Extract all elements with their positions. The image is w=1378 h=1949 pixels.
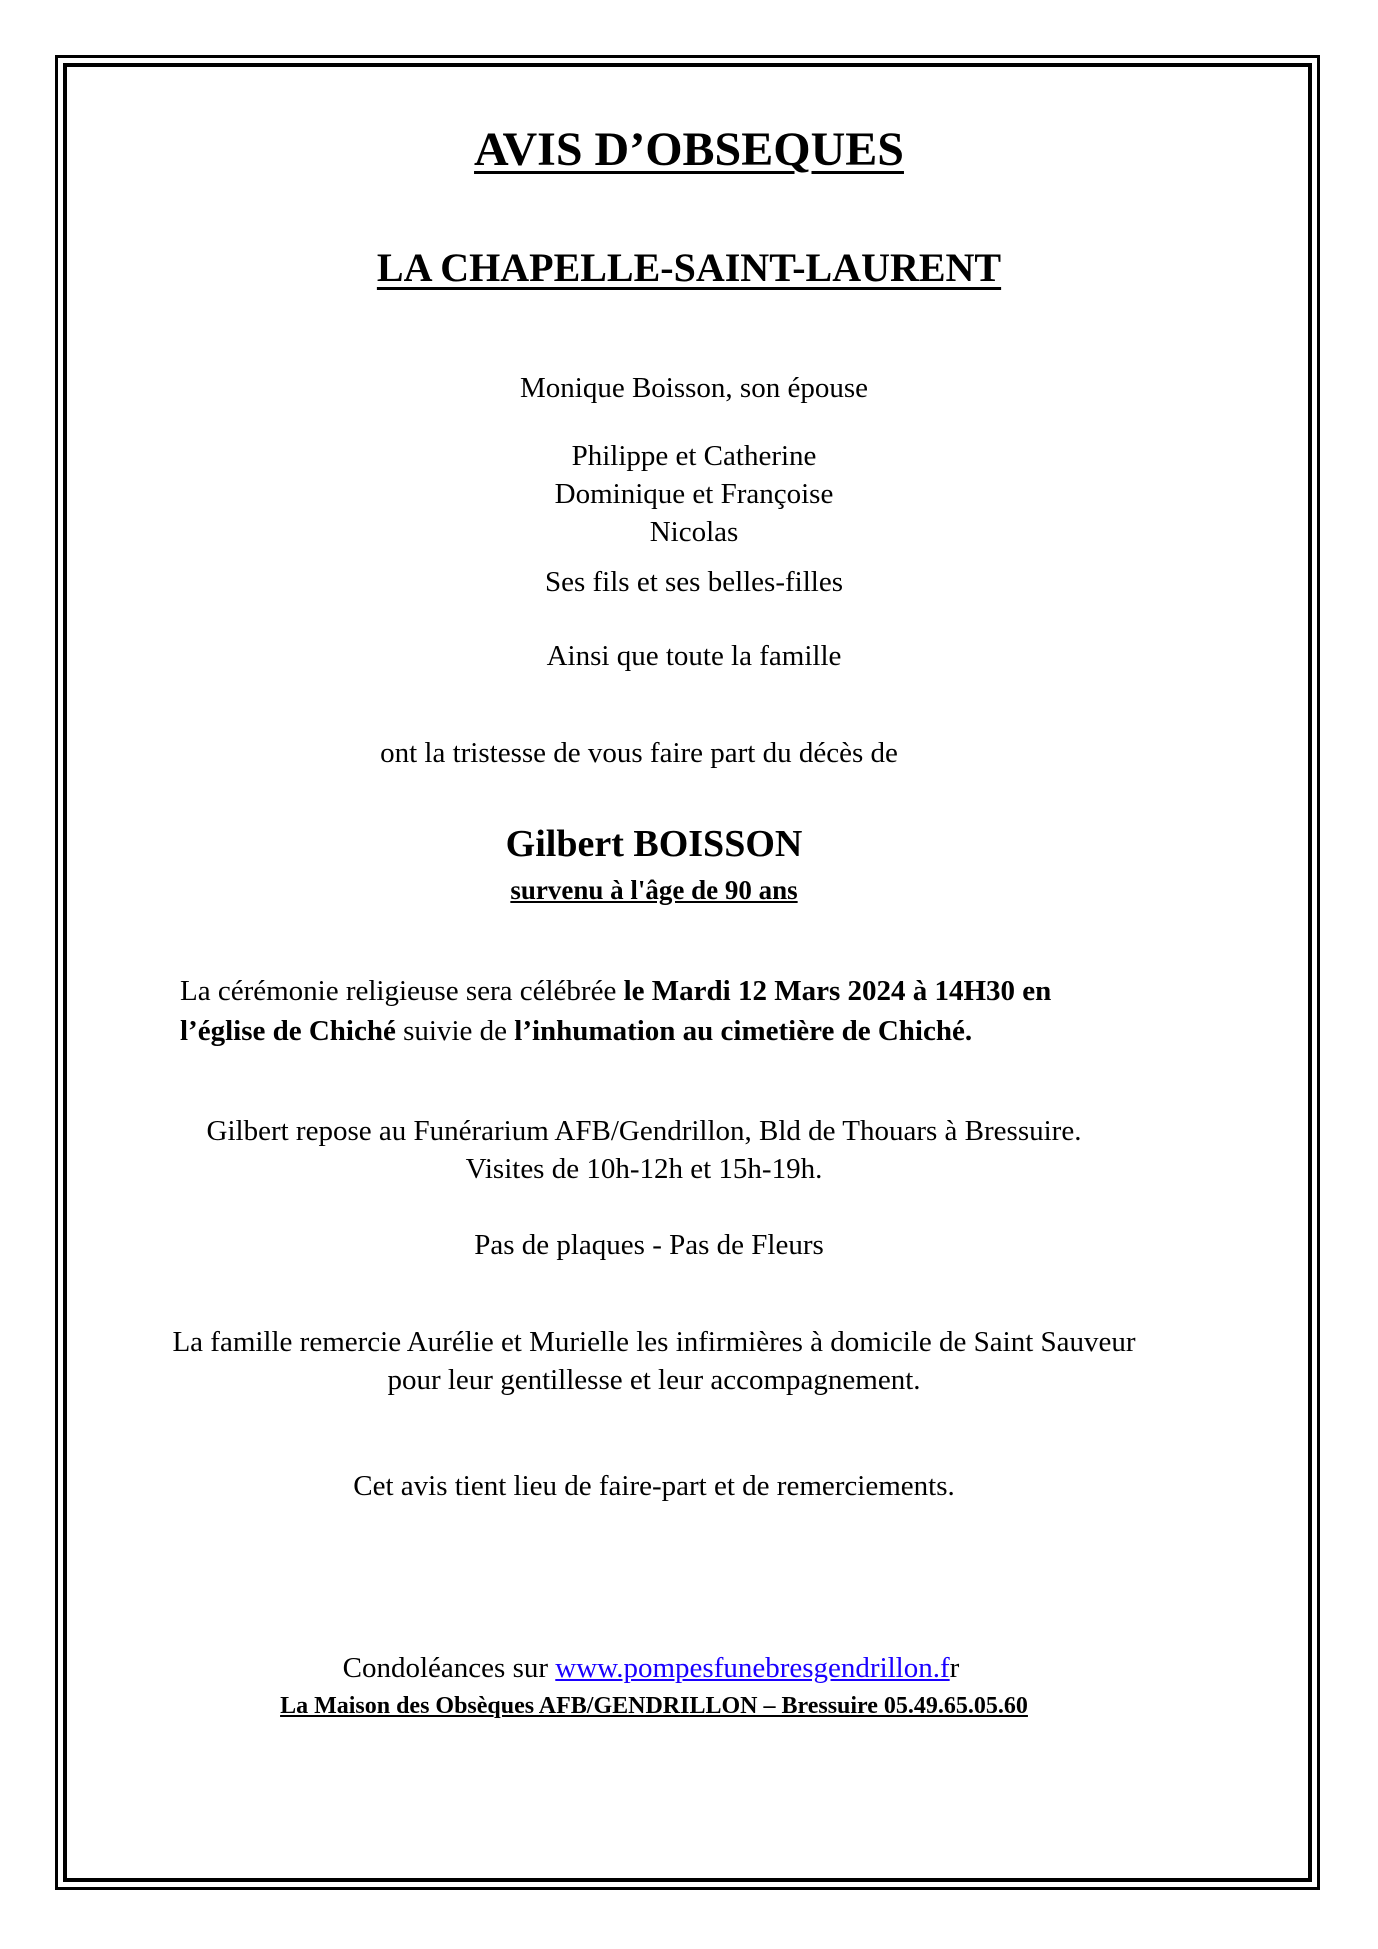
thanks-line-2: pour leur gentillesse et leur accompagnement.	[387, 1364, 921, 1396]
ceremony-church: l’église de Chiché	[180, 1015, 396, 1047]
ceremony-text: La cérémonie religieuse sera célébrée	[180, 975, 624, 1007]
deceased-name: Gilbert BOISSON	[505, 823, 803, 865]
company-line: La Maison des Obsèques AFB/GENDRILLON – Bressuire 05.49.65.05.60	[280, 1693, 1028, 1719]
repose-line-1: Gilbert repose au Funérarium AFB/Gendrillon, Bld de Thouars à Bressuire.	[206, 1115, 1082, 1147]
children-label: Ses fils et ses belles-filles	[544, 566, 843, 598]
family-line: Ainsi que toute la famille	[546, 640, 842, 672]
inner-border-frame	[63, 63, 1312, 1882]
ceremony-burial: l’inhumation au cimetière de Chiché.	[514, 1015, 973, 1047]
flowers-line: Pas de plaques - Pas de Fleurs	[474, 1229, 824, 1261]
age-line: survenu à l'âge de 90 ans	[510, 875, 798, 905]
location-title: LA CHAPELLE-SAINT-LAURENT	[376, 245, 1002, 290]
ceremony-date: le Mardi 12 Mars 2024 à 14H30 en	[623, 975, 1052, 1007]
child-line-3: Nicolas	[649, 516, 739, 548]
notice-disclaimer: Cet avis tient lieu de faire-part et de remerciements.	[353, 1470, 955, 1502]
notice-title: AVIS D’OBSEQUES	[474, 123, 904, 176]
condolences-line	[0, 1652, 1340, 1685]
ceremony-connector: suivie de	[395, 1015, 515, 1047]
ceremony-line-2	[180, 1015, 972, 1048]
repose-line-2: Visites de 10h-12h et 15h-19h.	[465, 1153, 823, 1185]
child-line-1: Philippe et Catherine	[571, 440, 817, 472]
website-link[interactable]: www.pompesfunebresgendrillon.f	[555, 1652, 950, 1684]
announcement-intro: ont la tristesse de vous faire part du décès de	[380, 737, 898, 769]
spouse-line: Monique Boisson, son épouse	[520, 372, 868, 404]
thanks-line-1: La famille remercie Aurélie et Murielle les infirmières à domicile de Saint Sauveur	[172, 1326, 1136, 1358]
website-suffix: r	[949, 1652, 960, 1684]
ceremony-line-1	[180, 975, 1051, 1008]
condolences-label: Condoléances sur	[342, 1652, 556, 1684]
child-line-2: Dominique et Françoise	[554, 478, 834, 510]
